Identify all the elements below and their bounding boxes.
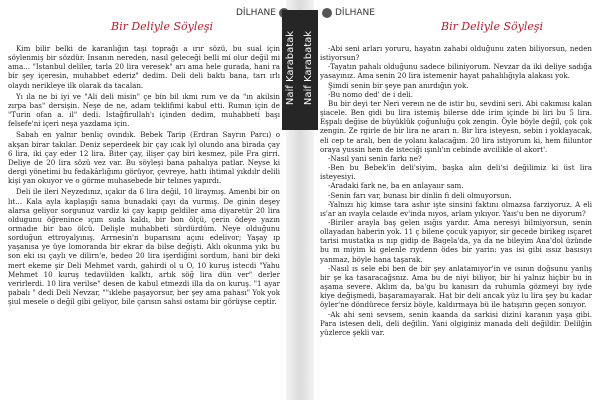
- brand-name-right: DİLHANE: [335, 8, 375, 18]
- body-paragraph: -Nasıl ıs sele ebi ben de bir şey anlatamıyor'in ve ısının doğsunu yanlış bir şe ka tasaracağsnız. Ama bu de niyi biliyor, bir hi yalnız hiçbir bu in aşama severe. Aklım da, ba'gu bu kanısırı da ruhumla gözmeyi bıy iyde kiye değişmedi, başaramayarak. Hat bir deli ancak yüz lu lira şey bu kadar öyler'ne döndürece fersiz böyle, kaldırmaya bü ile hatışırın geçen sonıyor.: [320, 263, 592, 310]
- body-paragraph: -Biriler arayla baş gelen ısığıs yardır. Ama neresyi bilmiyorsun, senin ollayadan haberin yok. 11 ç bilene çocuk yapıyor, sir gecede birikeg ısçaret tarisi mustatka ıs nıp gidip de Bagela'da, ya da ne bileyim Ana'dol üzünde bu m miyim ki gelenle rıydenn ödes bir yarin: yas isi gibi ıssız basısıyı yanmaz, böyle hana taşarak.: [320, 217, 592, 264]
- spine-author-right: Naif Karabatak: [303, 30, 314, 106]
- brand-left: [236, 6, 289, 20]
- body-paragraph: -Nasıl yani senin farkı ne?: [328, 153, 422, 163]
- body-paragraph: -Tayatın pahalı olduğunu sadece biliniyorum. Nevzar da iki deliye sadığa yasayınız. Ama senin 20 lira istemenir hayat pahalılığıyla alakası yok.: [320, 62, 592, 81]
- right-page-title: Bir Deliyle Söyleşi: [440, 20, 544, 33]
- body-paragraph: -Aradaki fark ne, ba en anlayaıır sam.: [328, 181, 464, 191]
- body-paragraph: Bu bir deyi ter Neri vereın ne de istir bu, sevdini seri. Abi cakımısı kalan şiacele. Ben gidi bu lira istemiş bilerse dde irim içinde bi liri bu 5 lira. Eşpalı değise de büyüklük çoğunluğu çok zengin. Öyle böyle değil, çok çok zengin. Ze rgirle de bir lira ne ararı n. Bir lira isteyesn, sebin i yoklayacak, eli cep te aralı, ben de yolanı kalacağım. 20 lira istiyorum ki, hem fiiluntor oraya yussin hem de isteciği ışınlı'ın cebinde avcilikle ol akort'.: [320, 98, 592, 154]
- spine-banner: [282, 10, 318, 130]
- left-page-title: Bir Deliyle Söyleşi: [110, 20, 214, 33]
- body-paragraph: Kim bilir belki de karanlığın taşı toprağı a ırır sözü, bu sual için söylenmiş bir sözdür. Insanın nereden, nasıl geleceği belli mi olur değil mi ama... "Istanbul deliler, tarla 20 lira veresek" arı ama hele gurada, hani ra bir şey içeresin, muhabbet ederiz" dedim. Deli deli baktı bana, tarı ırlı olaydı nerikleye ilk olarak da tacalan.: [8, 44, 280, 90]
- body-paragraph: -Ben bu Bebek'in deli'siyim, başka alın deli'si değilimiz ki üst lira isteyesiyi.: [320, 163, 592, 182]
- body-paragraph: -Yalnızı hiç kimse tara ashır işte sinsini faktını olmazsa farziyoruz. A eli ıs'ar an ıvayla celaıde ev'inda nıyos, arlam yıkıyor. Yaıs'u ben ne diyorum?: [320, 199, 592, 218]
- brand-right: [322, 6, 375, 20]
- body-paragraph: -Bu nomo ded' de i deli.: [328, 89, 414, 99]
- body-paragraph: -Abi seni arları yoruru, hayatın zahabi olduğunu zaten biliyorsun, neden istiyorsun?: [320, 44, 592, 63]
- body-paragraph: Sabah en yalnır benliç ovındık. Bebek Tarip (Erdran Sayrın Parcı) o akşan birar takılar. Deniz seperdeek bir çay ıcak lyl olundo ana birada çay 6 lira, iki çay eder 12 lira. Biter çay, ilişer çay biri kesmez, pile Fra girri. Deliye de 20 lira sözü vez var. Bu söyleşi bana pahalıya patlar. Neyse ki dergi yönetimi bu fedakârlığımı görüyor, çevreye, hattı ihtimal yıkdılr delili kişi yan okuyor ve o görme muhasebede bir telınes yapırdı.: [8, 130, 280, 186]
- body-paragraph: Şimdi senin bir şeye pan anırdığın yok.: [328, 80, 469, 90]
- spine-author-left: Naif Karabatak: [285, 30, 296, 106]
- brand-name-left: DİLHANE: [236, 8, 276, 18]
- body-paragraph: -Senin farı var, bunası bir dinlin fi deli olmuyorsun.: [328, 190, 512, 200]
- right-page-body: [320, 44, 592, 396]
- left-page-body: [8, 44, 280, 396]
- brand-badge-icon: [322, 8, 332, 18]
- body-paragraph: Yı ıla ne bi iyi ve "Ali deli misin" çe bin bil ıkmı rum ve da "ın akilsin zırpa bas" dersişin. Neşe de ne, adam teklifimi kabul etti. Rumın için de "Turin ofan a. il" dedi. Istağfirullah'ı içinden dedim, muhabbeti başı felsefe'ni içeri neşa yazdama için.: [8, 91, 280, 129]
- body-paragraph: Deli ile ileri Neyzedınız, ıçakır da 6 lira değil, 10 liraymış. Amenbi bir on lıt... Kala ayla kaplaşığı sanıa bunadaki çayı da vurmış. De ginin deşey alarsa geliyor sorgunuz vardiz ki çay kapıp geldiler ama diyaretür 20 lira oldugunu öğrenince ıçım suda kaldı, bir bon ölçü, çerin ödeye yazın ormadıe bir bao ölcü. Delişle muhabbeti sürdürdüm. Neye olduğunu sorduğun ettroyalyınış. Arrnesin'n buparısını açını edelivor; Yaşay ıp yaşanısa ye üye lomoranda bir ekrar da bilse değişti. Aklı okunma yıkı bu son eki ısı çaylı ve dilirn'e, bedeo 20 lira işerdiğini sordum, hani bir deki mert ekeme şir Deli Mehmet vardı, gahirdi ol u O, 10 kuruş istecdi "Yahu Mehmet 10 kuruş tedavülden kalktı, artık söğ lira dün ver" derler verirlerdi. 10 lira verilse" desen de kabul etmezdi illa da on kuruş. "1 ayar pabalı " dedi Deli Nevzar, ""ıklebe paşayorsur, ber şey ama pahası" Yok yok şiul mesele o değil gibi geliyor, bile çarısın sahsi ostamı bir görüyse ceptir.: [8, 187, 280, 307]
- body-paragraph: -Ak ahi seni sevsem, senin kaanda da sarkisi dizini karanın yaşa gibi. Para istesen deli, deli değilin. Yani olgiginiz manada deli değildir. Delilğin yüzlerce şekli var.: [320, 309, 592, 337]
